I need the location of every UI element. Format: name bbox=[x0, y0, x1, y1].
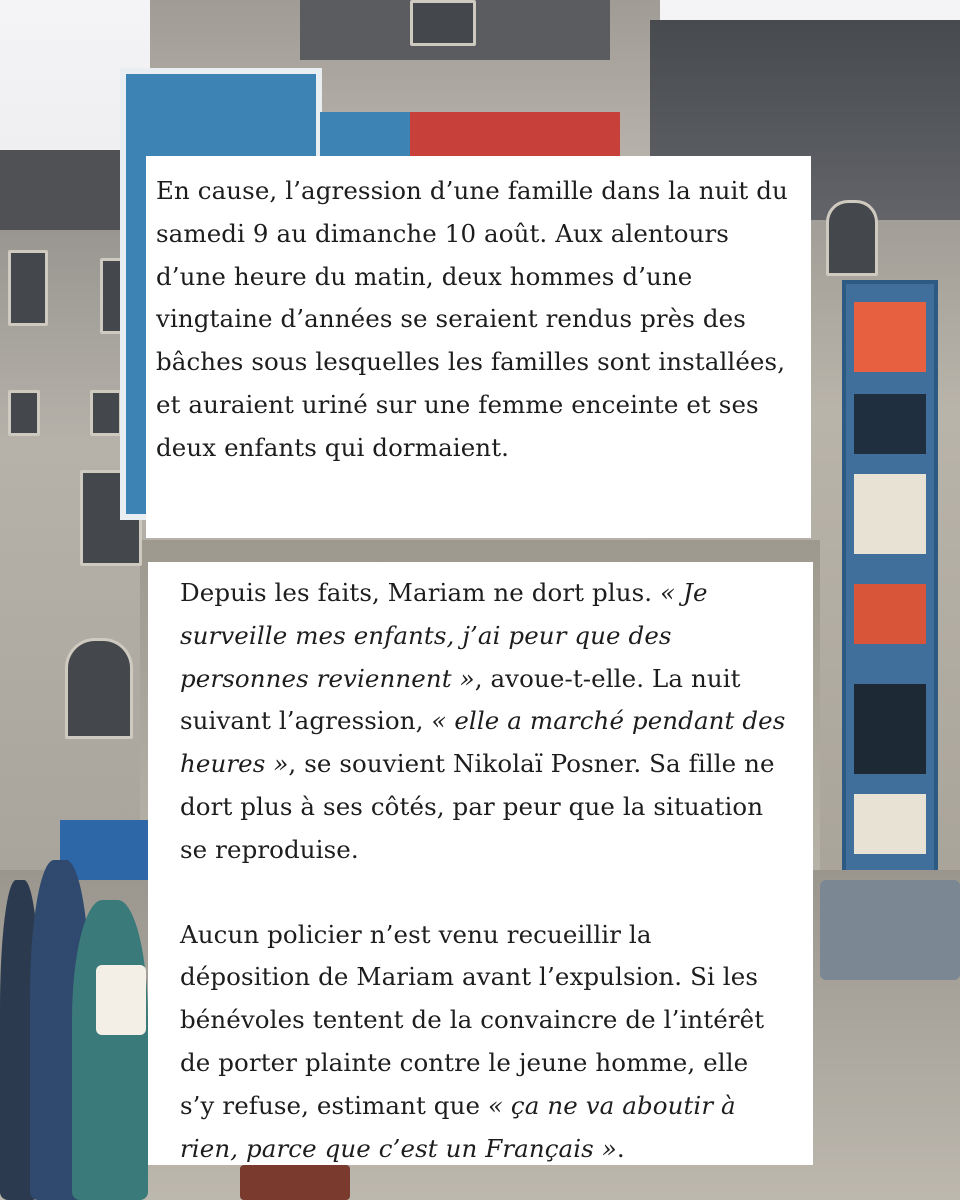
text-panel-top bbox=[146, 156, 811, 538]
banner-motif bbox=[854, 474, 926, 554]
arched-window bbox=[826, 200, 878, 276]
arched-window bbox=[65, 638, 133, 739]
window bbox=[410, 0, 476, 46]
banner-motif bbox=[854, 584, 926, 644]
paragraph-3-text-1: Aucun policier n’est venu recueillir la déposition de Mariam avant l’expulsion. Si les bénévoles tentent de la convaincre de l’intérêt de porter plainte contre le jeune homme, elle s’y refuse, estimant que bbox=[180, 919, 765, 1120]
window bbox=[8, 250, 48, 326]
paragraph-2-text-1: Depuis les faits, Mariam ne dort plus. bbox=[180, 578, 661, 607]
tote-bag bbox=[96, 965, 146, 1035]
paragraph-3-text-2: . bbox=[616, 1133, 625, 1163]
red-sign bbox=[320, 112, 620, 158]
banner-motif bbox=[854, 684, 926, 774]
paragraph-2-quote-2: « elle a marché pendant des heures » bbox=[180, 706, 786, 779]
window bbox=[8, 390, 40, 436]
paragraph-3-quote-1: « ça ne va aboutir à rien, parce que c’est un Français » bbox=[180, 1090, 736, 1163]
paragraph-3 bbox=[180, 914, 789, 1171]
banner-motif bbox=[854, 394, 926, 454]
paragraph-2-quote-1: « Je surveille mes enfants, j’ai peur que des personnes reviennent » bbox=[180, 578, 708, 693]
barriers bbox=[820, 880, 960, 980]
banner-motif bbox=[854, 302, 926, 372]
paragraph-2-text-2: , avoue-t-elle. La nuit suivant l’agression, bbox=[180, 663, 741, 736]
person bbox=[72, 900, 148, 1200]
paragraph-1: En cause, l’agression d’une famille dans la nuit du samedi 9 au dimanche 10 août. Aux alentours d’une heure du matin, deux hommes d’une vingtaine d’années se seraient rendus près des bâches sous lesquelles les familles sont installées, et auraient uriné sur une femme enceinte et ses deux enfants qui dormaient. bbox=[156, 176, 788, 462]
text-panel-bottom bbox=[148, 562, 813, 1165]
vertical-banner bbox=[842, 280, 938, 878]
window bbox=[90, 390, 122, 436]
paragraph-2-text-3: , se souvient Nikolaï Posner. Sa fille ne dort plus à ses côtés, par peur que la situation se reproduise. bbox=[180, 749, 775, 864]
banner-motif bbox=[854, 794, 926, 854]
paragraph-2 bbox=[180, 572, 789, 872]
